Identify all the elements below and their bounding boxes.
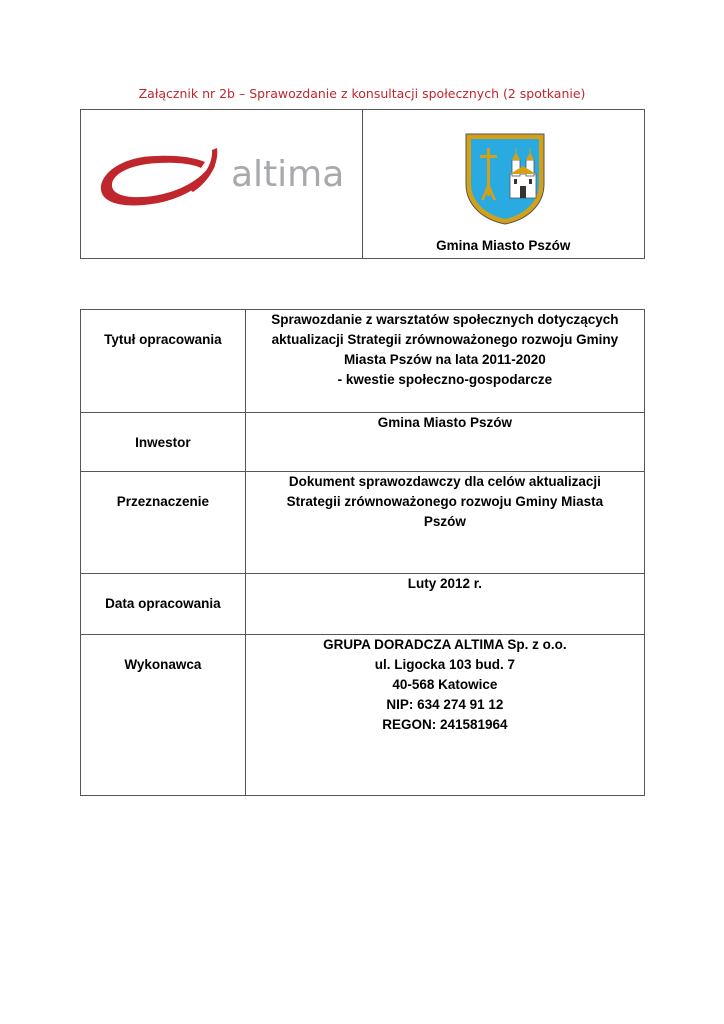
altima-logo-cell <box>81 110 363 259</box>
row-label-text: Data opracowania <box>105 596 221 611</box>
row-value <box>245 472 644 574</box>
altima-swoosh-logo <box>97 146 345 216</box>
row-label <box>81 574 246 635</box>
table-row <box>81 574 645 635</box>
row-value-line: Pszów <box>423 514 466 529</box>
row-value-line: Sprawozdanie z warsztatów społecznych dotyczących <box>271 312 619 327</box>
row-value-line: - kwestie społeczno-gospodarcze <box>337 372 553 387</box>
row-value-line: REGON: 241581964 <box>382 717 508 732</box>
row-value-line: Miasta Pszów na lata 2011-2020 <box>343 352 546 367</box>
row-value-line: NIP: 634 274 91 12 <box>386 697 504 712</box>
header-note: Załącznik nr 2b – Sprawozdanie z konsultacji społecznych (2 spotkanie) <box>138 86 586 101</box>
gmina-caption: Gmina Miasto Pszów <box>436 238 571 253</box>
altima-logo-text: altima <box>231 154 345 195</box>
row-value <box>245 635 644 796</box>
table-row <box>81 472 645 574</box>
table-row <box>81 310 645 413</box>
info-table <box>80 309 645 796</box>
coat-of-arms-icon <box>464 132 546 226</box>
table-row <box>81 413 645 472</box>
row-label-text: Tytuł opracowania <box>104 332 222 347</box>
row-value-line: Strategii zrównoważonego rozwoju Gminy Miasta <box>286 494 604 509</box>
row-label <box>81 310 246 413</box>
row-label-text: Inwestor <box>135 435 191 450</box>
row-label-text: Wykonawca <box>124 657 202 672</box>
row-label <box>81 413 246 472</box>
row-value-line: aktualizacji Strategii zrównoważonego rozwoju Gminy <box>271 332 619 347</box>
logo-table <box>80 109 645 259</box>
row-value-line: Dokument sprawozdawczy dla celów aktualizacji <box>288 474 601 489</box>
row-label <box>81 472 246 574</box>
row-value-line: 40-568 Katowice <box>392 677 498 692</box>
row-value-line: GRUPA DORADCZA ALTIMA Sp. z o.o. <box>323 637 567 652</box>
row-value-line: ul. Ligocka 103 bud. 7 <box>374 657 516 672</box>
gmina-logo-cell <box>362 110 645 259</box>
row-value-line: Gmina Miasto Pszów <box>377 415 513 430</box>
row-value <box>245 574 644 635</box>
row-value <box>245 413 644 472</box>
row-value <box>245 310 644 413</box>
row-value-line: Luty 2012 r. <box>407 576 483 591</box>
row-label-text: Przeznaczenie <box>116 494 210 509</box>
table-row <box>81 635 645 796</box>
row-label <box>81 635 246 796</box>
